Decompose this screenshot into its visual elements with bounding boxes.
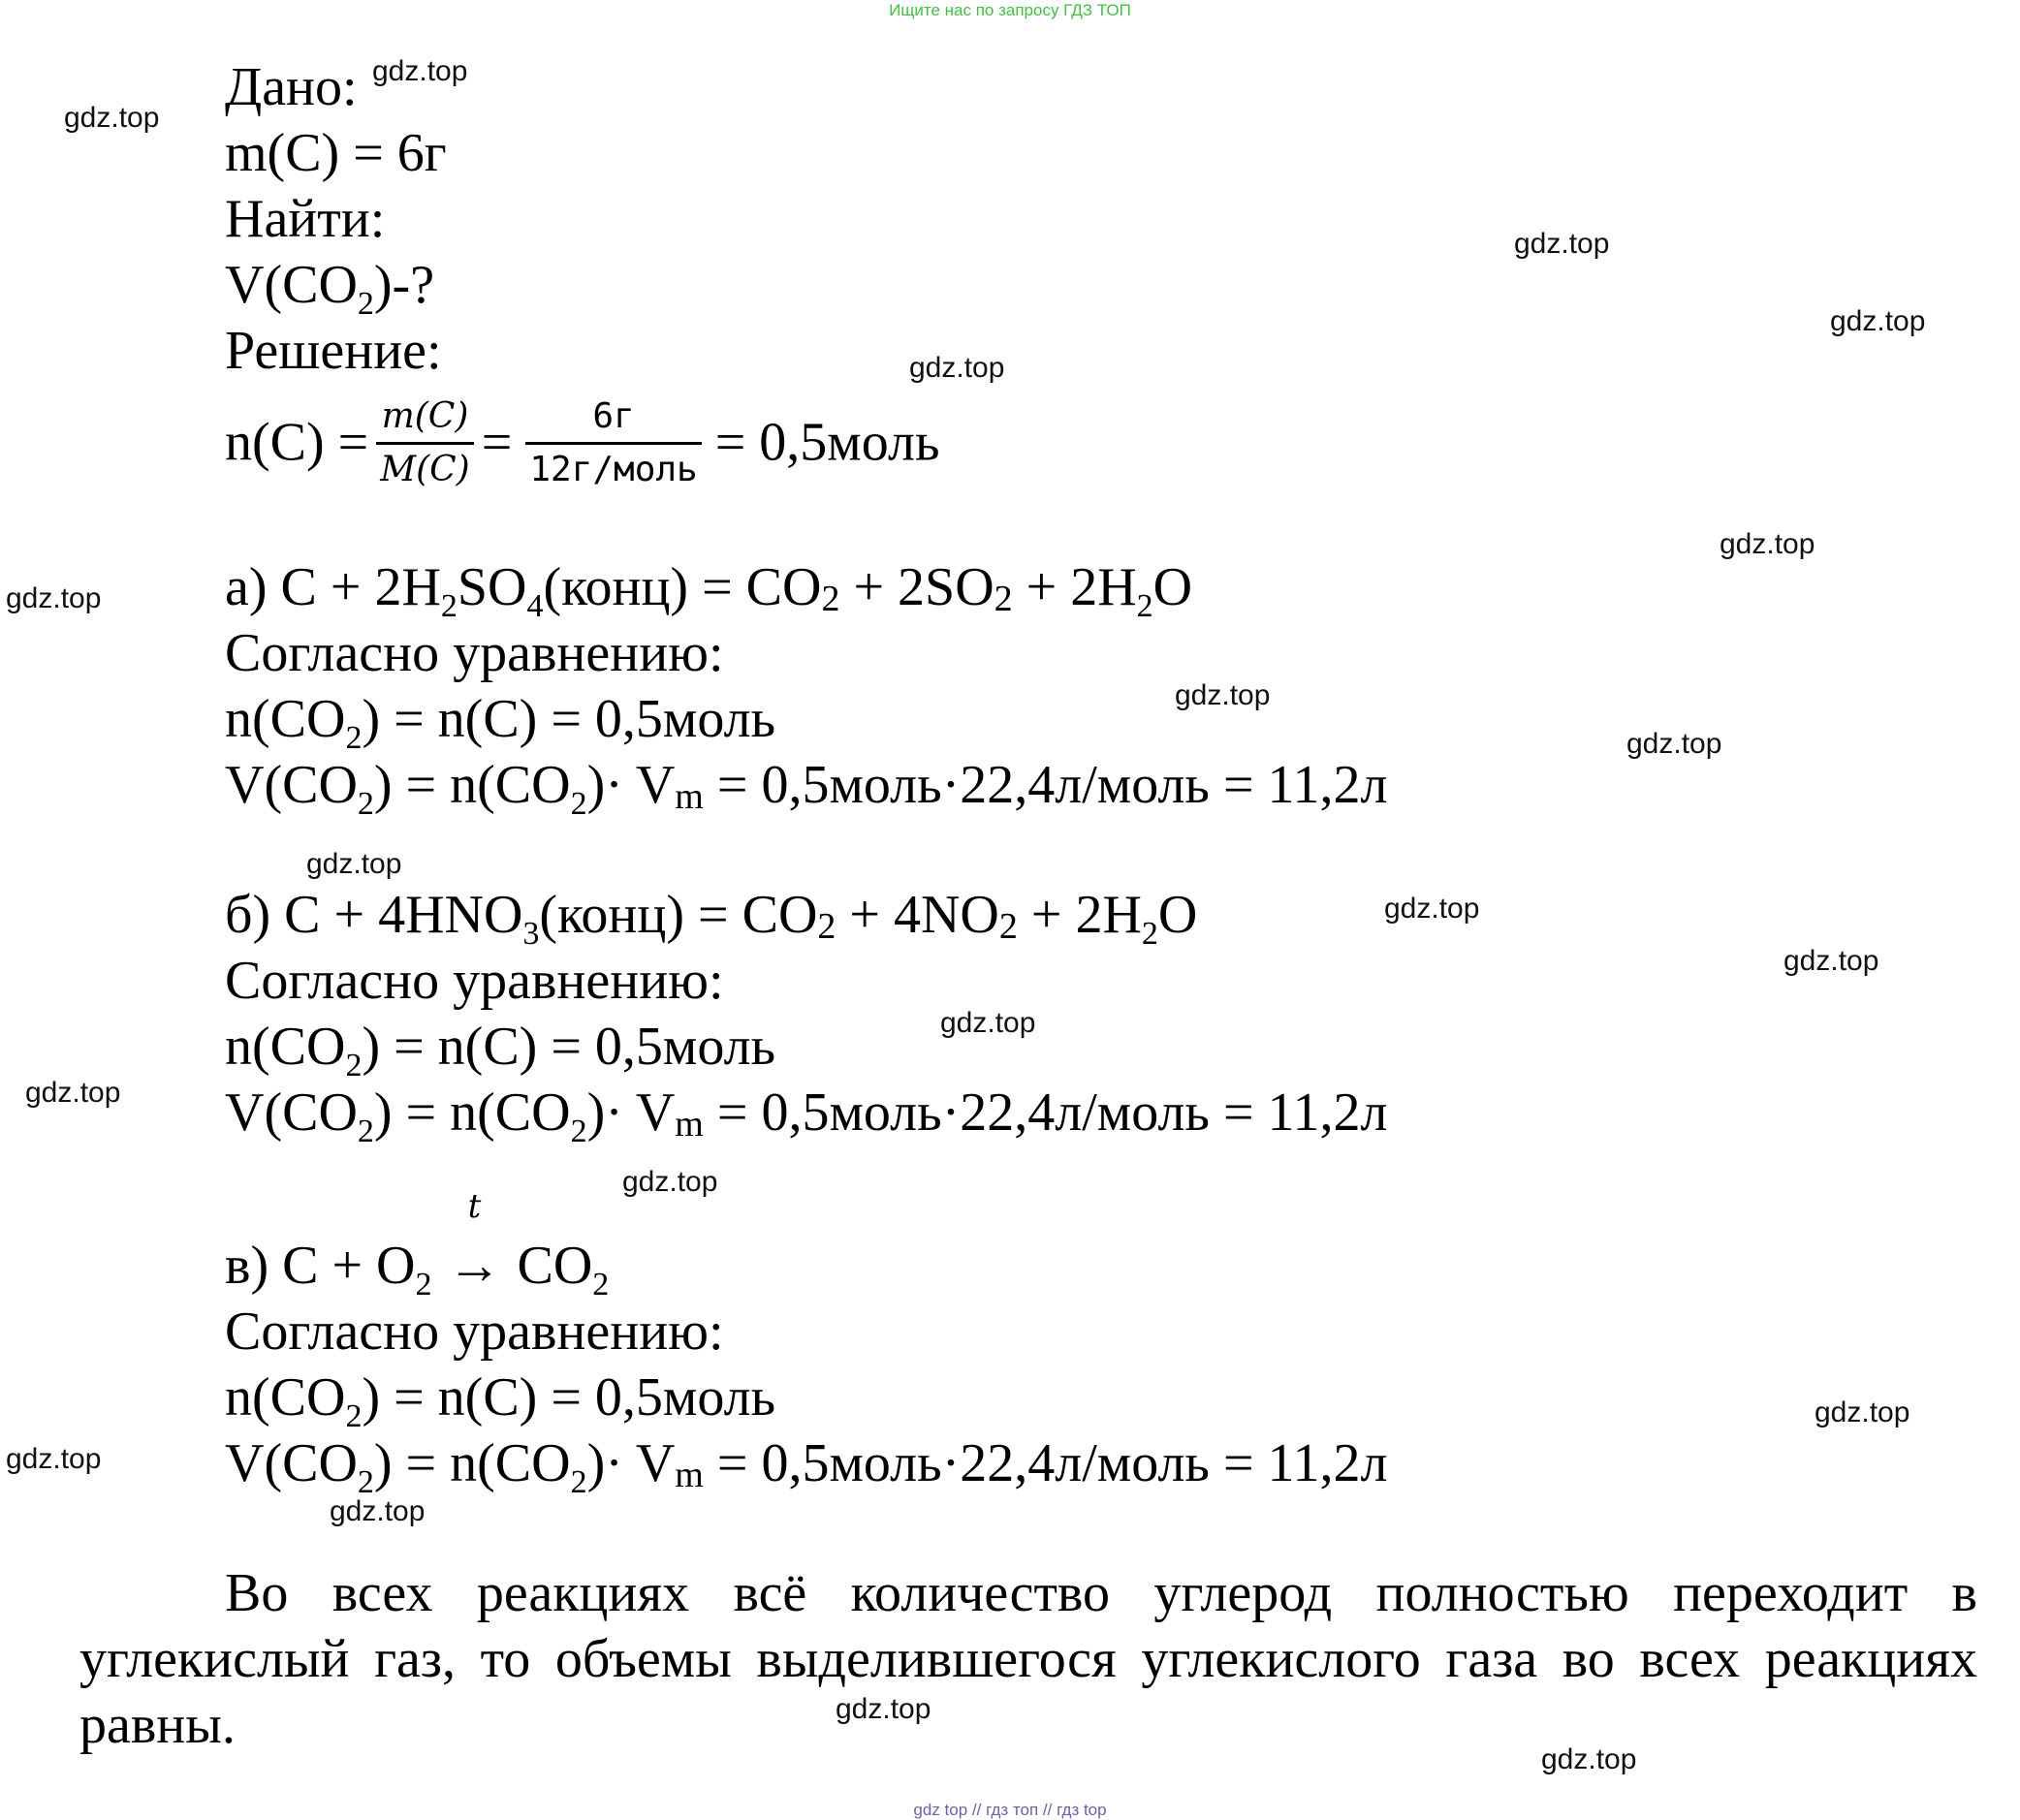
- according-a: Согласно уравнению:: [225, 623, 724, 683]
- watermark: gdz.top: [372, 55, 468, 87]
- watermark: gdz.top: [306, 848, 402, 880]
- watermark: gdz.top: [64, 102, 160, 134]
- watermark: gdz.top: [1175, 679, 1271, 711]
- watermark: gdz.top: [622, 1166, 718, 1198]
- equation-b: б) $C + 4HNO_3(конц) = CO_2 + 4NO_2 + 2H_2O$: [225, 885, 1198, 952]
- given-mass: m(C) = 6г: [225, 123, 447, 183]
- watermark: gdz.top: [1783, 945, 1879, 977]
- watermark: gdz.top: [6, 582, 102, 614]
- watermark: gdz.top: [1541, 1743, 1637, 1775]
- find-value: $V(CO_2)-$?: [225, 255, 435, 322]
- volume-co2-a: $V(CO_2) = n(CO_2)\cdot V_m$ = 0,5моль·22,4л/моль = 11,2л: [225, 755, 1388, 822]
- watermark: gdz.top: [1720, 528, 1815, 560]
- watermark: gdz.top: [6, 1443, 102, 1475]
- conclusion-paragraph: Во всех реакциях всё количество углерод полностью переходит в углекислый газ, то объемы выделившегося углекислого газа во всех реакциях равны.: [79, 1563, 1977, 1755]
- moles-co2-b: $n(CO_2) = n(C)$ = 0,5моль: [225, 1017, 776, 1083]
- solution-label: Решение:: [225, 321, 442, 381]
- watermark: gdz.top: [1830, 305, 1926, 337]
- equation-a: а) $C + 2H_2SO_4(конц) = CO_2 + 2SO_2 + 2H_2O$: [225, 557, 1193, 624]
- watermark: gdz.top: [836, 1693, 931, 1725]
- watermark: gdz.top: [1384, 893, 1480, 925]
- watermark: gdz.top: [909, 352, 1005, 384]
- volume-co2-b: $V(CO_2) = n(CO_2)\cdot V_m$ = 0,5моль·22,4л/моль = 11,2л: [225, 1083, 1388, 1149]
- equation-c: в) $C + O_2$ t → $CO_2$: [225, 1187, 610, 1302]
- volume-co2-c: $V(CO_2) = n(CO_2)\cdot V_m$ = 0,5моль·22,4л/моль = 11,2л: [225, 1433, 1388, 1500]
- watermark: gdz.top: [330, 1495, 426, 1527]
- fraction-values: $\frac{6г}{\text{12г/моль}}$: [525, 395, 701, 491]
- header-ad-text[interactable]: Ищите нас по запросу ГДЗ ТОП: [889, 1, 1131, 19]
- reaction-arrow: t →: [447, 1187, 502, 1296]
- moles-co2-a: $n(CO_2) = n(C)$ = 0,5моль: [225, 689, 776, 756]
- watermark: gdz.top: [1815, 1396, 1910, 1428]
- according-c: Согласно уравнению:: [225, 1302, 724, 1362]
- given-label: Дано:: [225, 57, 358, 117]
- footer-links[interactable]: gdz top // гдз топ // гдз top: [913, 1801, 1107, 1819]
- watermark: gdz.top: [940, 1007, 1036, 1039]
- heat-label: t: [467, 1187, 482, 1226]
- watermark: gdz.top: [1626, 728, 1722, 760]
- fraction-mass-over-molar: $\frac{m(C)}{M(C)}$: [376, 395, 474, 491]
- watermark: gdz.top: [25, 1077, 121, 1109]
- watermark: gdz.top: [1514, 228, 1610, 260]
- according-b: Согласно уравнению:: [225, 951, 724, 1011]
- find-label: Найти:: [225, 189, 386, 249]
- moles-co2-c: $n(CO_2) = n(C)$ = 0,5моль: [225, 1367, 776, 1434]
- moles-carbon-formula: n(C) = $\frac{m(C)}{M(C)}$ = $\frac{6г}{\text{12г/моль}}$ = 0,5моль: [225, 396, 940, 489]
